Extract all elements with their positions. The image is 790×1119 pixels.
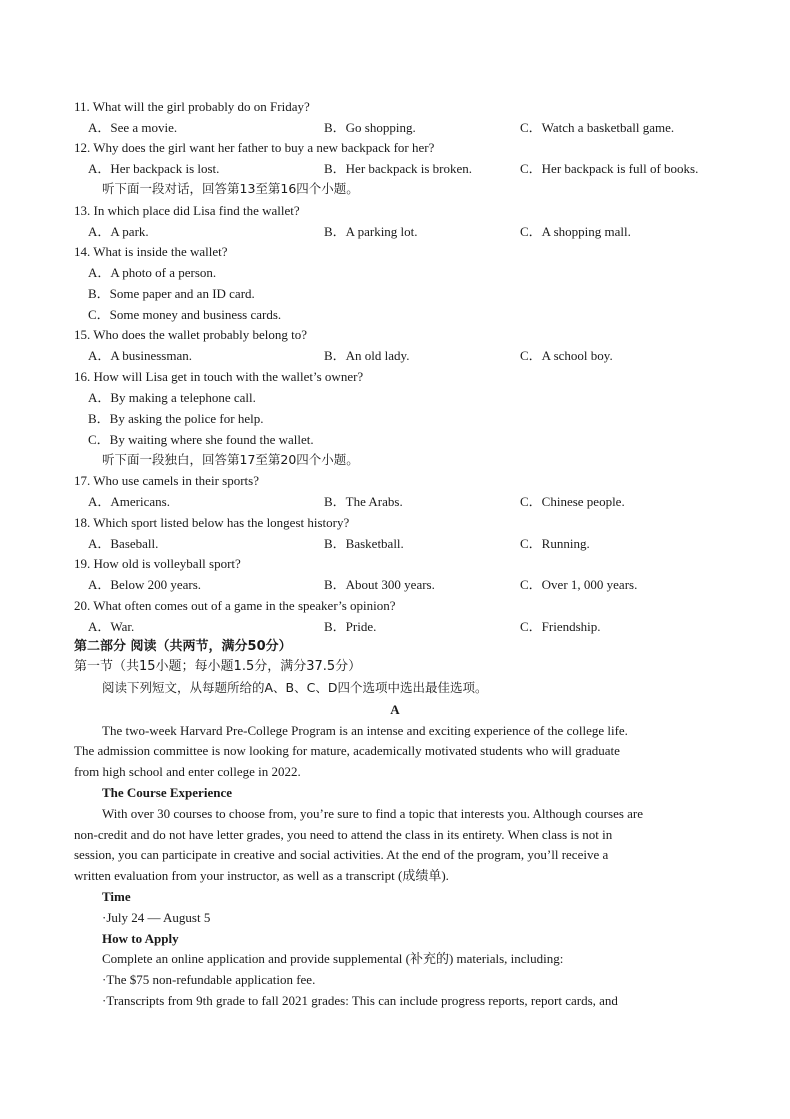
passage-label: A (390, 702, 400, 717)
passage-intro-line-3: from high school and enter college in 2022. (74, 764, 301, 779)
option-a: A．War. (88, 619, 135, 634)
question-17-options (0, 492, 790, 512)
question-18-options (0, 534, 790, 554)
option-a: A．See a movie. (88, 120, 178, 135)
question-14-stem: 14. What is inside the wallet? (74, 244, 228, 259)
option-a: A．Americans. (88, 494, 170, 509)
reading-directions: 阅读下列短文，从每题所给的A、B、C、D四个选项中选出最佳选项。 (102, 680, 488, 695)
option-b: B．The Arabs. (324, 494, 403, 509)
question-20-options (0, 617, 790, 637)
question-19-options (0, 575, 790, 595)
question-18-stem: 18. Which sport listed below has the longest history? (74, 515, 350, 530)
part2-title: 第二部分 阅读（共两节，满分50分） (74, 639, 292, 654)
option-a: A．Baseball. (88, 536, 159, 551)
question-17-stem: 17. Who use camels in their sports? (74, 473, 259, 488)
passage-intro-line-2: The admission committee is now looking for mature, academically motivated students who will graduate (74, 743, 620, 758)
option-a: A．By making a telephone call. (88, 390, 256, 405)
question-11-stem: 11. What will the girl probably do on Friday? (74, 99, 310, 114)
option-b: B．Her backpack is broken. (324, 161, 473, 176)
instruction-dialogue: 听下面一段对话，回答第13至第16四个小题。 (102, 181, 359, 196)
option-c: C．Running. (520, 536, 590, 551)
passage-intro-line-1: The two-week Harvard Pre-College Program is an intense and exciting experience of the college life. (102, 723, 628, 738)
option-b: B．About 300 years. (324, 577, 435, 592)
option-b: B．A parking lot. (324, 224, 418, 239)
apply-line-1: Complete an online application and provide supplemental (补充的) materials, including: (102, 951, 564, 966)
option-b: B．Go shopping. (324, 120, 416, 135)
question-20-stem: 20. What often comes out of a game in the speaker’s opinion? (74, 598, 396, 613)
option-a: A．Below 200 years. (88, 577, 202, 592)
question-13-stem: 13. In which place did Lisa find the wallet? (74, 203, 300, 218)
apply-heading: How to Apply (102, 931, 179, 946)
option-c: C．Watch a basketball game. (520, 120, 675, 135)
time-heading: Time (102, 889, 131, 904)
question-13-options (0, 222, 790, 242)
question-16-stem: 16. How will Lisa get in touch with the wallet’s owner? (74, 369, 364, 384)
apply-line-3: ·Transcripts from 9th grade to fall 2021 grades: This can include progress reports, report cards, and (102, 993, 618, 1008)
question-11-options (0, 118, 790, 138)
option-a: A．A photo of a person. (88, 265, 217, 280)
option-c: C．Chinese people. (520, 494, 625, 509)
course-line-1: With over 30 courses to choose from, you’re sure to find a topic that interests you. Although courses are (102, 806, 644, 821)
option-a: A．Her backpack is lost. (88, 161, 220, 176)
option-b: B．Basketball. (324, 536, 404, 551)
question-15-options (0, 346, 790, 366)
question-15-stem: 15. Who does the wallet probably belong to? (74, 327, 307, 342)
option-c: C．Friendship. (520, 619, 601, 634)
time-line: ·July 24 — August 5 (102, 910, 211, 925)
option-b: B．An old lady. (324, 348, 410, 363)
option-a: A．A park. (88, 224, 149, 239)
course-line-4: written evaluation from your instructor, as well as a transcript (成绩单). (74, 868, 449, 883)
option-c: C．Her backpack is full of books. (520, 161, 699, 176)
option-b: B．By asking the police for help. (88, 411, 264, 426)
question-12-stem: 12. Why does the girl want her father to buy a new backpack for her? (74, 140, 435, 155)
option-c: C．Over 1, 000 years. (520, 577, 638, 592)
option-a: A．A businessman. (88, 348, 193, 363)
option-c: C．Some money and business cards. (88, 307, 282, 322)
option-c: C．A shopping mall. (520, 224, 631, 239)
question-12-options (0, 159, 790, 179)
course-heading: The Course Experience (102, 785, 232, 800)
option-c: C．By waiting where she found the wallet. (88, 432, 314, 447)
instruction-monologue: 听下面一段独白，回答第17至第20四个小题。 (102, 452, 359, 467)
apply-line-2: ·The $75 non-refundable application fee. (102, 972, 316, 987)
question-19-stem: 19. How old is volleyball sport? (74, 556, 241, 571)
option-c: C．A school boy. (520, 348, 613, 363)
course-line-3: session, you can participate in creative and social activities. At the end of the program, you’ll receive a (74, 847, 609, 862)
option-b: B．Pride. (324, 619, 377, 634)
option-b: B．Some paper and an ID card. (88, 286, 255, 301)
course-line-2: non-credit and do not have letter grades, you need to attend the class in its entirety. When class is not in (74, 827, 613, 842)
section1-heading: 第一节（共15小题；每小题1.5分，满分37.5分） (74, 659, 362, 674)
